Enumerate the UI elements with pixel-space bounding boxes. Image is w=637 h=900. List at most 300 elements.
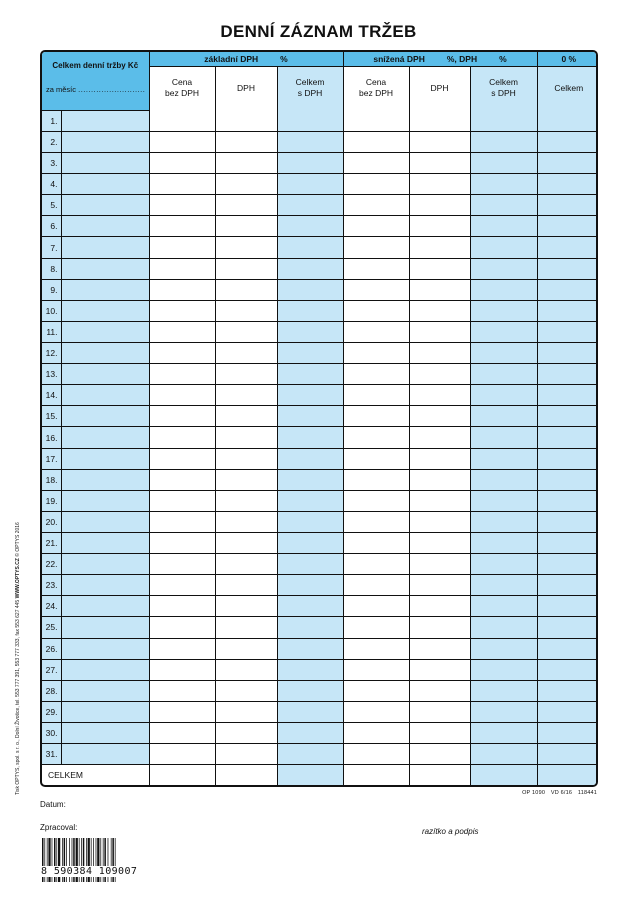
- entry-cell[interactable]: [215, 364, 277, 385]
- entry-cell[interactable]: [61, 701, 149, 722]
- entry-cell[interactable]: [149, 321, 215, 342]
- entry-cell[interactable]: [470, 554, 537, 575]
- entry-cell[interactable]: [61, 659, 149, 680]
- entry-cell[interactable]: [149, 385, 215, 406]
- entry-cell[interactable]: [470, 195, 537, 216]
- entry-cell[interactable]: [277, 490, 343, 511]
- entry-cell[interactable]: [277, 701, 343, 722]
- entry-cell[interactable]: [61, 258, 149, 279]
- entry-cell[interactable]: [343, 427, 409, 448]
- entry-cell[interactable]: [537, 659, 598, 680]
- entry-cell[interactable]: [343, 617, 409, 638]
- entry-cell[interactable]: [537, 279, 598, 300]
- table-row: [42, 575, 598, 596]
- entry-cell[interactable]: [215, 131, 277, 152]
- entry-cell[interactable]: [277, 300, 343, 321]
- col-total-zero-vat: Celkem: [537, 66, 598, 110]
- entry-cell[interactable]: [343, 343, 409, 364]
- entry-cell[interactable]: [409, 575, 470, 596]
- entry-cell[interactable]: [61, 321, 149, 342]
- entry-cell[interactable]: [409, 110, 470, 131]
- group-header-row: [42, 52, 598, 66]
- entry-cell[interactable]: [149, 469, 215, 490]
- entry-cell[interactable]: [343, 596, 409, 617]
- entry-cell[interactable]: [409, 617, 470, 638]
- entry-cell[interactable]: [61, 490, 149, 511]
- entry-cell[interactable]: [149, 617, 215, 638]
- entry-cell[interactable]: [149, 680, 215, 701]
- total-cell[interactable]: [343, 765, 409, 785]
- table-row: [42, 533, 598, 554]
- entry-cell[interactable]: [343, 153, 409, 174]
- entry-cell[interactable]: [215, 511, 277, 532]
- entry-cell[interactable]: [343, 701, 409, 722]
- entry-cell[interactable]: [470, 680, 537, 701]
- entry-cell[interactable]: [343, 258, 409, 279]
- entry-cell[interactable]: [409, 427, 470, 448]
- entry-cell[interactable]: [470, 744, 537, 765]
- entry-cell[interactable]: [277, 406, 343, 427]
- entry-cell[interactable]: [343, 195, 409, 216]
- entry-cell[interactable]: [215, 638, 277, 659]
- entry-cell[interactable]: [215, 258, 277, 279]
- entry-cell[interactable]: [343, 385, 409, 406]
- entry-cell[interactable]: [537, 300, 598, 321]
- total-cell[interactable]: [277, 765, 343, 785]
- entry-cell[interactable]: [215, 490, 277, 511]
- entry-cell[interactable]: [537, 680, 598, 701]
- entry-cell[interactable]: [277, 617, 343, 638]
- day-number: 28.: [42, 680, 61, 701]
- col-label: Celkem: [295, 77, 325, 88]
- entry-cell[interactable]: [61, 174, 149, 195]
- entry-cell[interactable]: [149, 131, 215, 152]
- entry-cell[interactable]: [215, 701, 277, 722]
- entry-cell[interactable]: [61, 722, 149, 743]
- day-number: 11.: [42, 321, 61, 342]
- entry-cell[interactable]: [537, 153, 598, 174]
- entry-cell[interactable]: [537, 216, 598, 237]
- entry-cell[interactable]: [343, 174, 409, 195]
- printer-web: WWW.OPTYS.CZ: [15, 558, 21, 599]
- entry-cell[interactable]: [215, 744, 277, 765]
- table-row: [42, 596, 598, 617]
- entry-cell[interactable]: [537, 343, 598, 364]
- entry-cell[interactable]: [149, 279, 215, 300]
- entry-cell[interactable]: [61, 195, 149, 216]
- entry-cell[interactable]: [470, 279, 537, 300]
- entry-cell[interactable]: [215, 680, 277, 701]
- entry-cell[interactable]: [537, 638, 598, 659]
- entry-cell[interactable]: [149, 533, 215, 554]
- entry-cell[interactable]: [537, 406, 598, 427]
- entry-cell[interactable]: [61, 237, 149, 258]
- entry-cell[interactable]: [61, 110, 149, 131]
- entry-cell[interactable]: [343, 680, 409, 701]
- entry-cell[interactable]: [470, 406, 537, 427]
- day-number: 20.: [42, 511, 61, 532]
- table-row: [42, 511, 598, 532]
- entry-cell[interactable]: [149, 174, 215, 195]
- entry-cell[interactable]: [149, 659, 215, 680]
- entry-cell[interactable]: [277, 554, 343, 575]
- entry-cell[interactable]: [343, 300, 409, 321]
- entry-cell[interactable]: [343, 659, 409, 680]
- entry-cell[interactable]: [215, 659, 277, 680]
- entry-cell[interactable]: [61, 300, 149, 321]
- entry-cell[interactable]: [149, 216, 215, 237]
- entry-cell[interactable]: [470, 385, 537, 406]
- entry-cell[interactable]: [215, 427, 277, 448]
- entry-cell[interactable]: [149, 258, 215, 279]
- entry-cell[interactable]: [409, 680, 470, 701]
- processed-by-label: Zpracoval:: [40, 823, 78, 832]
- entry-cell[interactable]: [470, 300, 537, 321]
- entry-cell[interactable]: [215, 575, 277, 596]
- entry-cell[interactable]: [215, 469, 277, 490]
- entry-cell[interactable]: [409, 300, 470, 321]
- entry-cell[interactable]: [537, 237, 598, 258]
- table-row: [42, 300, 598, 321]
- table-row: [42, 174, 598, 195]
- entry-cell[interactable]: [61, 554, 149, 575]
- entry-cell[interactable]: [409, 406, 470, 427]
- entry-cell[interactable]: [537, 195, 598, 216]
- entry-cell[interactable]: [343, 406, 409, 427]
- entry-cell[interactable]: [61, 216, 149, 237]
- col-vat-basic: DPH: [215, 66, 277, 110]
- entry-cell[interactable]: [470, 596, 537, 617]
- entry-cell[interactable]: [470, 343, 537, 364]
- entry-cell[interactable]: [277, 638, 343, 659]
- entry-cell[interactable]: [537, 131, 598, 152]
- entry-cell[interactable]: [409, 701, 470, 722]
- entry-cell[interactable]: [409, 554, 470, 575]
- entry-cell[interactable]: [277, 659, 343, 680]
- day-number: 24.: [42, 596, 61, 617]
- entry-cell[interactable]: [470, 469, 537, 490]
- entry-cell[interactable]: [277, 131, 343, 152]
- entry-cell[interactable]: [537, 469, 598, 490]
- col-label: s DPH: [297, 88, 323, 99]
- entry-cell[interactable]: [215, 110, 277, 131]
- entry-cell[interactable]: [277, 174, 343, 195]
- entry-cell[interactable]: [277, 722, 343, 743]
- entry-cell[interactable]: [537, 174, 598, 195]
- entry-cell[interactable]: [409, 258, 470, 279]
- entry-cell[interactable]: [470, 427, 537, 448]
- entry-cell[interactable]: [409, 722, 470, 743]
- entry-cell[interactable]: [61, 427, 149, 448]
- table-row: [42, 701, 598, 722]
- entry-cell[interactable]: [215, 279, 277, 300]
- total-cell[interactable]: [470, 765, 537, 785]
- entry-cell[interactable]: [277, 153, 343, 174]
- day-number: 4.: [42, 174, 61, 195]
- entry-cell[interactable]: [61, 406, 149, 427]
- table-row: [42, 490, 598, 511]
- entry-cell[interactable]: [215, 406, 277, 427]
- entry-cell[interactable]: [149, 490, 215, 511]
- entry-cell[interactable]: [470, 511, 537, 532]
- entry-cell[interactable]: [61, 638, 149, 659]
- revenue-table: [40, 50, 598, 787]
- entry-cell[interactable]: [470, 174, 537, 195]
- entry-cell[interactable]: [215, 195, 277, 216]
- entry-cell[interactable]: [215, 343, 277, 364]
- entry-cell[interactable]: [277, 511, 343, 532]
- entry-cell[interactable]: [61, 511, 149, 532]
- entry-cell[interactable]: [277, 195, 343, 216]
- entry-cell[interactable]: [149, 596, 215, 617]
- entry-cell[interactable]: [61, 364, 149, 385]
- entry-cell[interactable]: [537, 533, 598, 554]
- entry-cell[interactable]: [343, 216, 409, 237]
- entry-cell[interactable]: [537, 385, 598, 406]
- entry-cell[interactable]: [61, 153, 149, 174]
- table-row: [42, 722, 598, 743]
- day-number: 31.: [42, 744, 61, 765]
- col-total-incl-vat-reduced: [470, 66, 537, 110]
- entry-cell[interactable]: [470, 533, 537, 554]
- entry-cell[interactable]: [149, 343, 215, 364]
- entry-cell[interactable]: [409, 279, 470, 300]
- entry-cell[interactable]: [409, 343, 470, 364]
- entry-cell[interactable]: [149, 701, 215, 722]
- day-number: 26.: [42, 638, 61, 659]
- entry-cell[interactable]: [343, 490, 409, 511]
- day-number: 29.: [42, 701, 61, 722]
- col-label: Cena: [365, 77, 387, 88]
- entry-cell[interactable]: [409, 153, 470, 174]
- entry-cell[interactable]: [215, 216, 277, 237]
- entry-cell[interactable]: [61, 744, 149, 765]
- barcode-digits: 8 590384 109007: [41, 866, 138, 877]
- entry-cell[interactable]: [149, 511, 215, 532]
- entry-cell[interactable]: [343, 638, 409, 659]
- entry-cell[interactable]: [61, 279, 149, 300]
- entry-cell[interactable]: [343, 533, 409, 554]
- entry-cell[interactable]: [409, 533, 470, 554]
- printer-imprint: [15, 522, 21, 795]
- entry-cell[interactable]: [343, 722, 409, 743]
- entry-cell[interactable]: [409, 237, 470, 258]
- entry-cell[interactable]: [409, 195, 470, 216]
- entry-cell[interactable]: [470, 153, 537, 174]
- entry-cell[interactable]: [215, 174, 277, 195]
- entry-cell[interactable]: [343, 131, 409, 152]
- entry-cell[interactable]: [215, 321, 277, 342]
- entry-cell[interactable]: [277, 237, 343, 258]
- entry-cell[interactable]: [537, 258, 598, 279]
- entry-cell[interactable]: [215, 533, 277, 554]
- entry-cell[interactable]: [537, 722, 598, 743]
- table-row: [42, 385, 598, 406]
- entry-cell[interactable]: [343, 321, 409, 342]
- entry-cell[interactable]: [149, 722, 215, 743]
- entry-cell[interactable]: [215, 153, 277, 174]
- entry-cell[interactable]: [61, 680, 149, 701]
- entry-cell[interactable]: [215, 237, 277, 258]
- entry-cell[interactable]: [537, 427, 598, 448]
- entry-cell[interactable]: [537, 596, 598, 617]
- table-row: [42, 343, 598, 364]
- entry-cell[interactable]: [277, 427, 343, 448]
- entry-cell[interactable]: [61, 448, 149, 469]
- entry-cell[interactable]: [61, 533, 149, 554]
- entry-cell[interactable]: [215, 722, 277, 743]
- entry-cell[interactable]: [277, 258, 343, 279]
- entry-cell[interactable]: [409, 131, 470, 152]
- day-number: 9.: [42, 279, 61, 300]
- entry-cell[interactable]: [537, 511, 598, 532]
- printer-company: Tisk OPTYS, spol. s r. o., Dolní Životice, tel. 553 777 391, 553 777 333, fax 553 627 445: [15, 599, 21, 795]
- entry-cell[interactable]: [277, 680, 343, 701]
- entry-cell[interactable]: [61, 343, 149, 364]
- basic-vat-group-header: [149, 52, 343, 66]
- entry-cell[interactable]: [215, 300, 277, 321]
- entry-cell[interactable]: [149, 364, 215, 385]
- entry-cell[interactable]: [470, 321, 537, 342]
- entry-cell[interactable]: [470, 490, 537, 511]
- entry-cell[interactable]: [343, 554, 409, 575]
- entry-cell[interactable]: [470, 216, 537, 237]
- entry-cell[interactable]: [343, 448, 409, 469]
- entry-cell[interactable]: [149, 406, 215, 427]
- entry-cell[interactable]: [149, 638, 215, 659]
- table-row: [42, 258, 598, 279]
- entry-cell[interactable]: [409, 448, 470, 469]
- entry-cell[interactable]: [343, 237, 409, 258]
- col-price-excl-vat-basic: [149, 66, 215, 110]
- entry-cell[interactable]: [149, 744, 215, 765]
- entry-cell[interactable]: [470, 258, 537, 279]
- entry-cell[interactable]: [61, 469, 149, 490]
- entry-cell[interactable]: [215, 617, 277, 638]
- entry-cell[interactable]: [537, 364, 598, 385]
- entry-cell[interactable]: [409, 596, 470, 617]
- entry-cell[interactable]: [409, 364, 470, 385]
- total-cell[interactable]: [215, 765, 277, 785]
- entry-cell[interactable]: [149, 153, 215, 174]
- entry-cell[interactable]: [61, 385, 149, 406]
- entry-cell[interactable]: [277, 744, 343, 765]
- entry-cell[interactable]: [343, 511, 409, 532]
- entry-cell[interactable]: [149, 195, 215, 216]
- entry-cell[interactable]: [149, 427, 215, 448]
- entry-cell[interactable]: [149, 237, 215, 258]
- entry-cell[interactable]: [470, 617, 537, 638]
- entry-cell[interactable]: [277, 575, 343, 596]
- total-cell[interactable]: [149, 765, 215, 785]
- entry-cell[interactable]: [409, 385, 470, 406]
- table-row: [42, 153, 598, 174]
- entry-cell[interactable]: [409, 321, 470, 342]
- total-cell[interactable]: [409, 765, 470, 785]
- total-cell[interactable]: [537, 765, 598, 785]
- entry-cell[interactable]: [277, 279, 343, 300]
- entry-cell[interactable]: [409, 511, 470, 532]
- entry-cell[interactable]: [409, 659, 470, 680]
- entry-cell[interactable]: [343, 110, 409, 131]
- entry-cell[interactable]: [470, 237, 537, 258]
- entry-cell[interactable]: [470, 110, 537, 131]
- entry-cell[interactable]: [409, 216, 470, 237]
- entry-cell[interactable]: [537, 617, 598, 638]
- reduced-vat-group-header: [343, 52, 537, 66]
- entry-cell[interactable]: [149, 110, 215, 131]
- entry-cell[interactable]: [470, 638, 537, 659]
- entry-cell[interactable]: [537, 490, 598, 511]
- entry-cell[interactable]: [215, 385, 277, 406]
- entry-cell[interactable]: [343, 469, 409, 490]
- entry-cell[interactable]: [277, 343, 343, 364]
- entry-cell[interactable]: [470, 448, 537, 469]
- entry-cell[interactable]: [409, 174, 470, 195]
- table-row: [42, 638, 598, 659]
- entry-cell[interactable]: [470, 131, 537, 152]
- entry-cell[interactable]: [277, 216, 343, 237]
- day-number: 1.: [42, 110, 61, 131]
- entry-cell[interactable]: [61, 131, 149, 152]
- entry-cell[interactable]: [61, 596, 149, 617]
- col-vat-reduced: DPH: [409, 66, 470, 110]
- entry-cell[interactable]: [409, 638, 470, 659]
- entry-cell[interactable]: [215, 596, 277, 617]
- entry-cell[interactable]: [277, 448, 343, 469]
- entry-cell[interactable]: [343, 575, 409, 596]
- entry-cell[interactable]: [537, 110, 598, 131]
- entry-cell[interactable]: [149, 575, 215, 596]
- entry-cell[interactable]: [537, 554, 598, 575]
- entry-cell[interactable]: [343, 744, 409, 765]
- entry-cell[interactable]: [470, 364, 537, 385]
- entry-cell[interactable]: [343, 279, 409, 300]
- entry-cell[interactable]: [409, 490, 470, 511]
- entry-cell[interactable]: [215, 448, 277, 469]
- entry-cell[interactable]: [277, 596, 343, 617]
- entry-cell[interactable]: [277, 469, 343, 490]
- entry-cell[interactable]: [537, 448, 598, 469]
- entry-cell[interactable]: [537, 575, 598, 596]
- entry-cell[interactable]: [537, 744, 598, 765]
- entry-cell[interactable]: [149, 448, 215, 469]
- entry-cell[interactable]: [409, 744, 470, 765]
- table-row: [42, 554, 598, 575]
- entry-cell[interactable]: [277, 364, 343, 385]
- table-row: [42, 131, 598, 152]
- entry-cell[interactable]: [277, 321, 343, 342]
- entry-cell[interactable]: [470, 701, 537, 722]
- entry-cell[interactable]: [277, 110, 343, 131]
- entry-cell[interactable]: [61, 575, 149, 596]
- entry-cell[interactable]: [149, 300, 215, 321]
- entry-cell[interactable]: [149, 554, 215, 575]
- entry-cell[interactable]: [537, 321, 598, 342]
- entry-cell[interactable]: [409, 469, 470, 490]
- entry-cell[interactable]: [277, 385, 343, 406]
- entry-cell[interactable]: [61, 617, 149, 638]
- entry-cell[interactable]: [470, 722, 537, 743]
- month-field[interactable]: [42, 85, 149, 94]
- entry-cell[interactable]: [215, 554, 277, 575]
- entry-cell[interactable]: [277, 533, 343, 554]
- entry-cell[interactable]: [470, 575, 537, 596]
- entry-cell[interactable]: [343, 364, 409, 385]
- entry-cell[interactable]: [537, 701, 598, 722]
- entry-cell[interactable]: [470, 659, 537, 680]
- day-number: 2.: [42, 131, 61, 152]
